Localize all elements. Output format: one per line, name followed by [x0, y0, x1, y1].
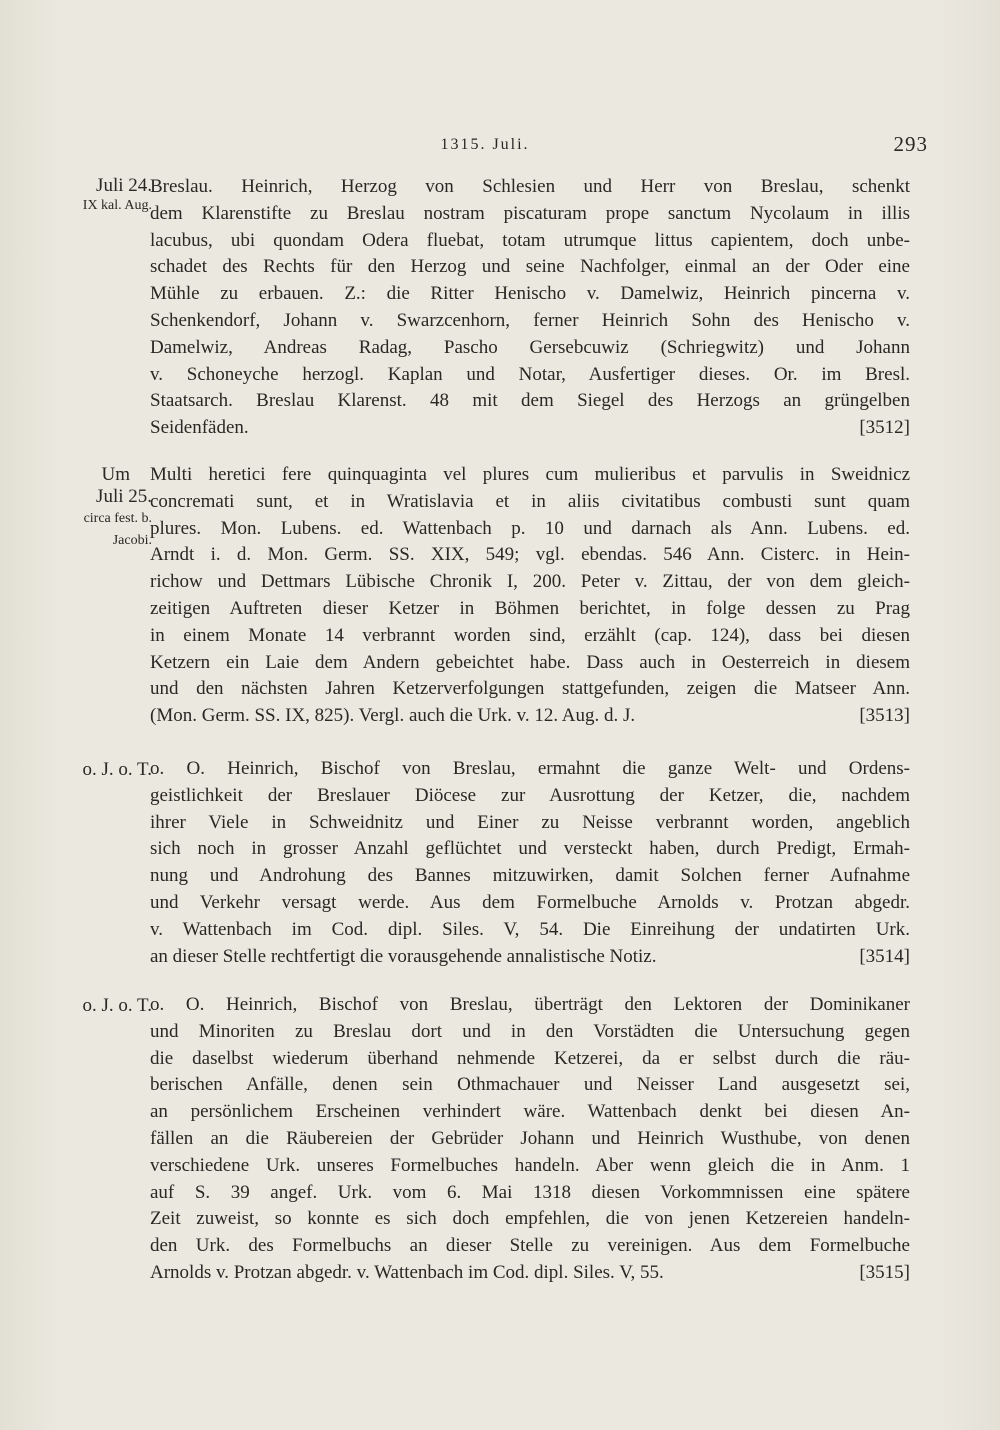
- date-margin: [40, 464, 152, 552]
- text-line: die daselbst wiederum überhand nehmende Ketzerei, da er selbst durch die räu-: [150, 1047, 910, 1069]
- text-line: dem Klarenstifte zu Breslau nostram piscaturam prope sanctum Nycolaum in illis: [150, 202, 910, 224]
- text-line: fällen an die Räubereien der Gebrüder Johann und Heinrich Wusthube, von denen: [150, 1127, 910, 1149]
- text-line: lacubus, ubi quondam Odera fluebat, totam utrumque littus capientem, doch unbe-: [150, 229, 910, 251]
- margin-date-latin: circa fest. b.: [83, 511, 152, 526]
- margin-date: Um: [101, 464, 130, 485]
- text-line: o. O. Heinrich, Bischof von Breslau, überträgt den Lektoren der Dominikaner: [150, 994, 910, 1015]
- text-line: (Mon. Germ. SS. IX, 825). Vergl. auch die Urk. v. 12. Aug. d. J.: [150, 705, 636, 727]
- text-line: Seidenfäden.: [150, 417, 249, 439]
- regest-number: [3512]: [859, 417, 910, 439]
- margin-date: Juli 25.: [96, 486, 152, 507]
- regest-number: [3514]: [859, 945, 910, 967]
- text-line: Mühle zu erbauen. Z.: die Ritter Henischo v. Damelwiz, Heinrich pincerna v.: [150, 283, 910, 305]
- text-line: Ketzern ein Laie dem Andern gebeichtet habe. Dass auch in Oesterreich in diesem: [150, 651, 910, 673]
- margin-date: o. J. o. T.: [82, 995, 152, 1016]
- date-margin: [40, 995, 152, 1017]
- text-line: Damelwiz, Andreas Radag, Pascho Gersebcuwiz (Schriegwitz) und Johann: [150, 336, 910, 358]
- text-line: und den nächsten Jahren Ketzerverfolgungen stattgefunden, zeigen die Matseer Ann.: [150, 678, 910, 700]
- text-line: Arnolds v. Protzan abgedr. v. Wattenbach im Cod. dipl. Siles. V, 55.: [150, 1261, 664, 1283]
- text-line: nung und Androhung des Bannes mitzuwirken, damit Solchen ferner Aufnahme: [150, 865, 910, 887]
- entry-text: [150, 174, 910, 442]
- text-line: und Verkehr versagt werde. Aus dem Formelbuche Arnolds v. Protzan abgedr.: [150, 891, 910, 913]
- text-line: und Minoriten zu Breslau dort und in den Vorstädten die Untersuchung gegen: [150, 1020, 910, 1042]
- text-line: geistlichkeit der Breslauer Diöcese zur Ausrottung der Ketzer, die, nachdem: [150, 784, 910, 806]
- entry-text: [150, 992, 910, 1287]
- text-line: schadet des Rechts für den Herzog und seine Nachfolger, einmal an der Oder eine: [150, 256, 910, 278]
- text-line-last: [150, 703, 910, 730]
- margin-date: Juli 24.: [96, 175, 152, 196]
- text-line: Breslau. Heinrich, Herzog von Schlesien und Herr von Breslau, schenkt: [150, 176, 910, 197]
- text-line: o. O. Heinrich, Bischof von Breslau, ermahnt die ganze Welt- und Ordens-: [150, 758, 910, 779]
- text-line: v. Wattenbach im Cod. dipl. Siles. V, 54. Die Einreihung der undatirten Urk.: [150, 918, 910, 940]
- page-number: 293: [893, 132, 928, 156]
- text-line: Zeit zuweist, so konnte es sich doch empfehlen, die von jenen Ketzereien handeln-: [150, 1208, 910, 1230]
- text-line-last: [150, 415, 910, 442]
- margin-date: o. J. o. T.: [82, 759, 152, 780]
- date-margin: [40, 759, 152, 781]
- text-line: richow und Dettmars Lübische Chronik I, 200. Peter v. Zittau, der von dem gleich-: [150, 571, 910, 593]
- text-line: Staatsarch. Breslau Klarenst. 48 mit dem Siegel des Herzogs an grüngelben: [150, 390, 910, 412]
- text-line: ihrer Viele in Schweidnitz und Einer zu Neisse verbrannt worden, angeblich: [150, 811, 910, 833]
- text-line: zeitigen Auftreten dieser Ketzer in Böhmen berichtet, in folge dessen zu Prag: [150, 597, 910, 619]
- margin-date-latin: Jacobi.: [112, 533, 152, 548]
- text-line: an dieser Stelle rechtfertigt die vorausgehende annalistische Notiz.: [150, 945, 657, 967]
- text-line: berischen Anfälle, denen sein Othmachauer und Neisser Land ausgesetzt sei,: [150, 1074, 910, 1096]
- text-line: Multi heretici fere quinquaginta vel plures cum mulieribus et parvulis in Sweidnicz: [150, 464, 910, 485]
- running-title: 1315. Juli.: [440, 136, 530, 153]
- text-line: Arndt i. d. Mon. Germ. SS. XIX, 549; vgl. ebendas. 546 Ann. Cisterc. in Hein-: [150, 544, 910, 566]
- margin-date-latin: IX kal. Aug.: [82, 198, 152, 213]
- text-line: sich noch in grosser Anzahl geflüchtet und versteckt haben, durch Predigt, Ermah-: [150, 838, 910, 860]
- date-margin: [40, 175, 152, 217]
- page-header: [0, 132, 1000, 162]
- text-line: verschiedene Urk. unseres Formelbuches handeln. Aber wenn gleich die in Anm. 1: [150, 1154, 910, 1176]
- entry-text: [150, 462, 910, 730]
- text-line: den Urk. des Formelbuchs an dieser Stelle zu vereinigen. Aus dem Formelbuche: [150, 1235, 910, 1257]
- regest-number: [3515]: [859, 1261, 910, 1283]
- text-line-last: [150, 944, 910, 971]
- text-line: an persönlichem Erscheinen verhindert wäre. Wattenbach denkt bei diesen An-: [150, 1101, 910, 1123]
- entry-text: [150, 756, 910, 970]
- text-line: Schenkendorf, Johann v. Swarzcenhorn, ferner Heinrich Sohn des Henischo v.: [150, 309, 910, 331]
- text-line-last: [150, 1260, 910, 1287]
- text-line: in einem Monate 14 verbrannt worden sind, erzählt (cap. 124), dass bei diesen: [150, 624, 910, 646]
- text-line: v. Schoneyche herzogl. Kaplan und Notar, Ausfertiger dieses. Or. im Bresl.: [150, 363, 910, 385]
- text-line: concremati sunt, et in Wratislavia et in aliis civitatibus combusti sunt quam: [150, 490, 910, 512]
- regest-number: [3513]: [859, 705, 910, 727]
- text-line: auf S. 39 angef. Urk. vom 6. Mai 1318 diesen Vorkommnissen eine spätere: [150, 1181, 910, 1203]
- text-line: plures. Mon. Lubens. ed. Wattenbach p. 10 und darnach als Ann. Lubens. ed.: [150, 517, 910, 539]
